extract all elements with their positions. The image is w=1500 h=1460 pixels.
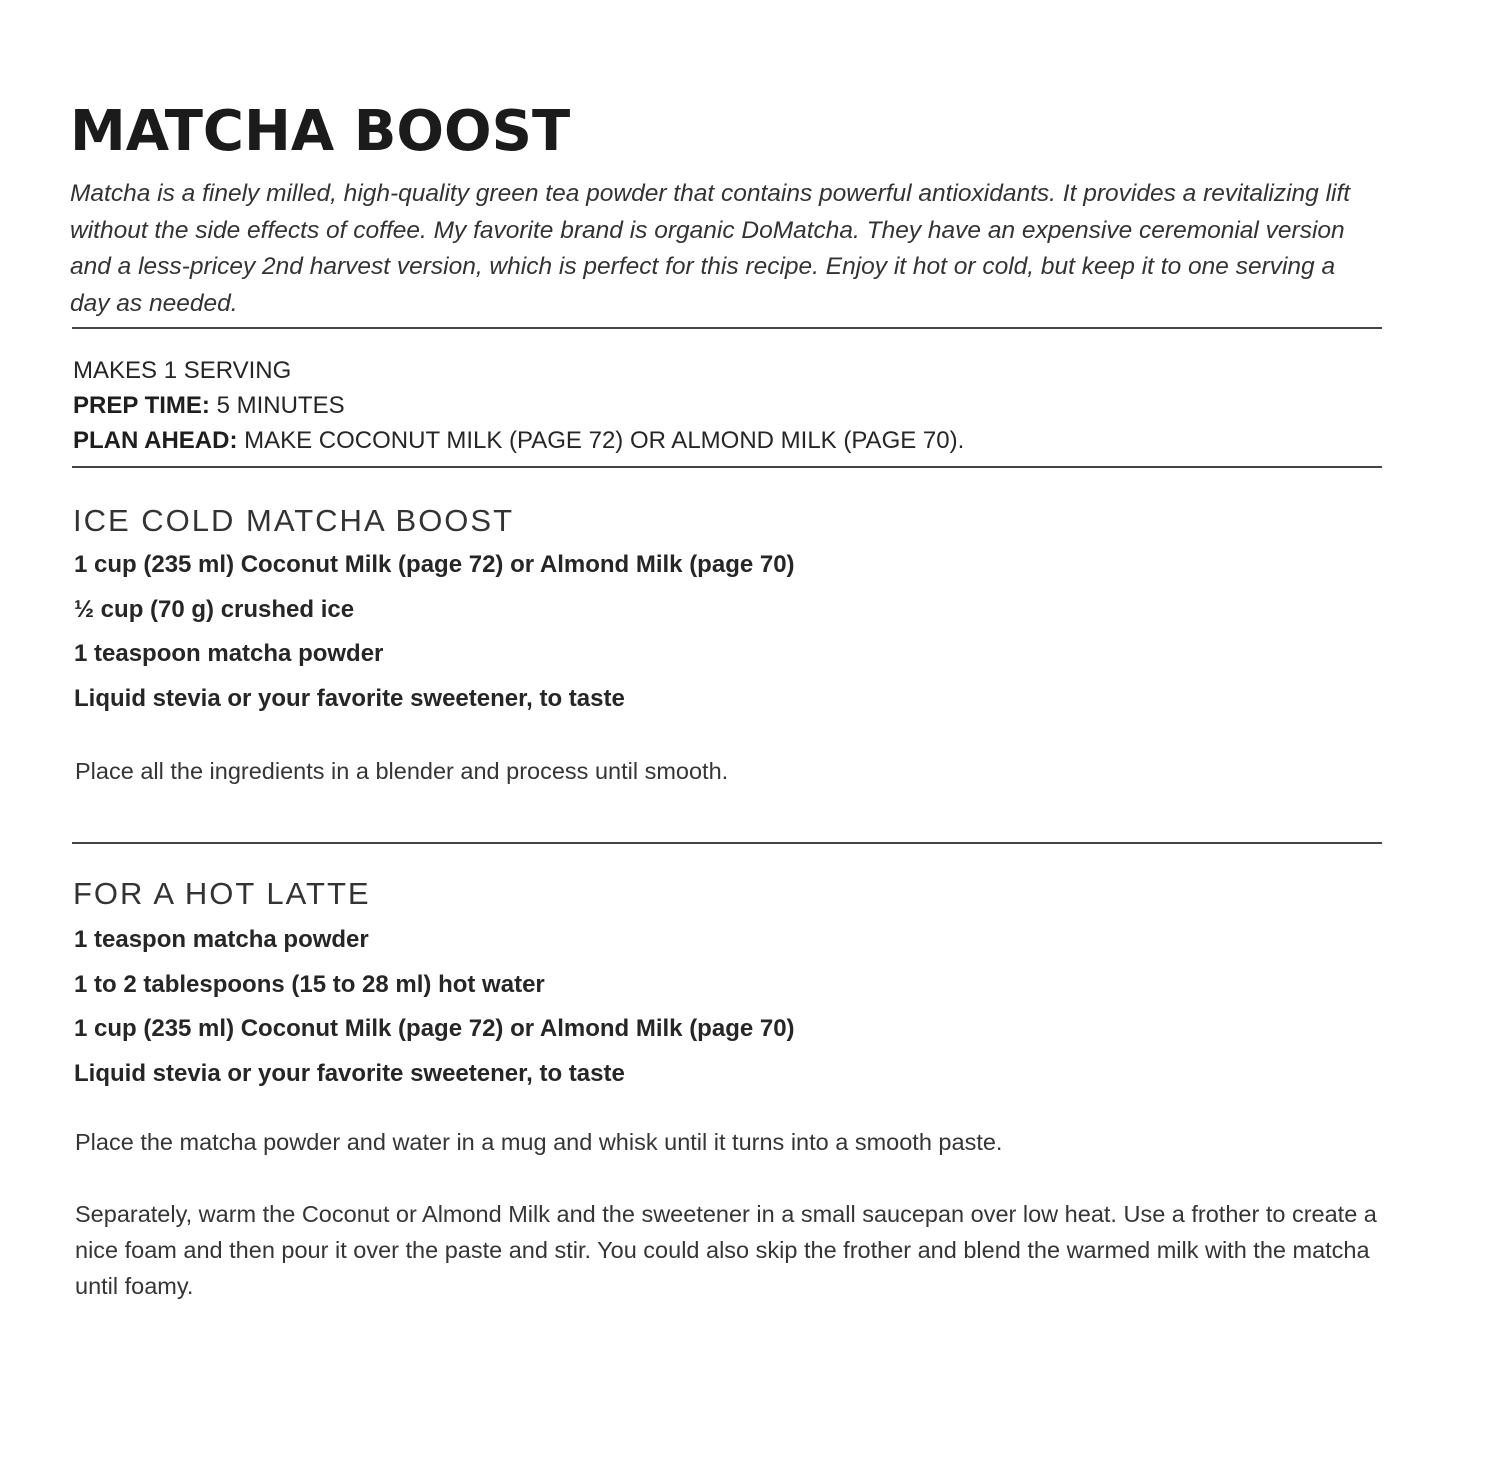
plan-ahead-line: [73, 423, 964, 458]
hot-latte-heading: FOR A HOT LATTE: [73, 876, 371, 911]
ingredient-item: 1 to 2 tablespoons (15 to 28 ml) hot water: [74, 970, 545, 998]
hot-latte-ingredient-list: [74, 918, 795, 1096]
ingredient-item: ½ cup (70 g) crushed ice: [74, 595, 355, 623]
ingredient-item: 1 teaspon matcha powder: [74, 926, 369, 953]
ice-cold-heading: ICE COLD MATCHA BOOST: [73, 503, 515, 538]
prep-time-value: 5 MINUTES: [216, 392, 345, 419]
ingredient-item: Liquid stevia or your favorite sweetener, to taste: [74, 684, 625, 712]
ice-cold-method: Place all the ingredients in a blender and process until smooth.: [75, 758, 729, 784]
recipe-intro: Matcha is a finely milled, high-quality green tea powder that contains powerful antioxidants. It provides a revitalizing lift without the side effects of coffee. My favorite brand is organic DoMatcha. They have an expensive ceremonial version and a less-pricey 2nd harvest version, which is perfect for this recipe. Enjoy it hot or cold, but keep it to one serving a day as needed.: [70, 180, 1351, 317]
recipe-title: MATCHA BOOST: [70, 99, 571, 164]
servings-text: MAKES 1 SERVING: [73, 357, 292, 384]
prep-time-line: [73, 388, 964, 423]
ingredient-item: 1 cup (235 ml) Coconut Milk (page 72) or Almond Milk (page 70): [74, 1015, 795, 1042]
hot-latte-method-step-2: Separately, warm the Coconut or Almond Milk and the sweetener in a small saucepan over low heat. Use a frother to create a nice foam and then pour it over the paste and stir. You could also skip the frother and blend the warmed milk with the matcha until foamy.: [75, 1201, 1377, 1299]
divider-sections: [72, 842, 1382, 844]
divider-meta: [72, 466, 1382, 468]
ingredient-item: 1 teaspoon matcha powder: [74, 640, 384, 667]
plan-ahead-label: PLAN AHEAD:: [73, 427, 238, 454]
ice-cold-ingredient-list: [74, 543, 795, 721]
ingredient-item: 1 cup (235 ml) Coconut Milk (page 72) or Almond Milk (page 70): [74, 551, 795, 578]
prep-time-label: PREP TIME:: [73, 392, 210, 419]
servings-line: [73, 353, 964, 388]
recipe-meta: [73, 353, 964, 458]
hot-latte-method-step-1: Place the matcha powder and water in a mug and whisk until it turns into a smooth paste.: [75, 1129, 1003, 1155]
divider-top: [72, 327, 1382, 329]
ingredient-item: Liquid stevia or your favorite sweetener, to taste: [74, 1059, 625, 1087]
plan-ahead-value: MAKE COCONUT MILK (PAGE 72) OR ALMOND MILK (PAGE 70).: [244, 427, 965, 454]
